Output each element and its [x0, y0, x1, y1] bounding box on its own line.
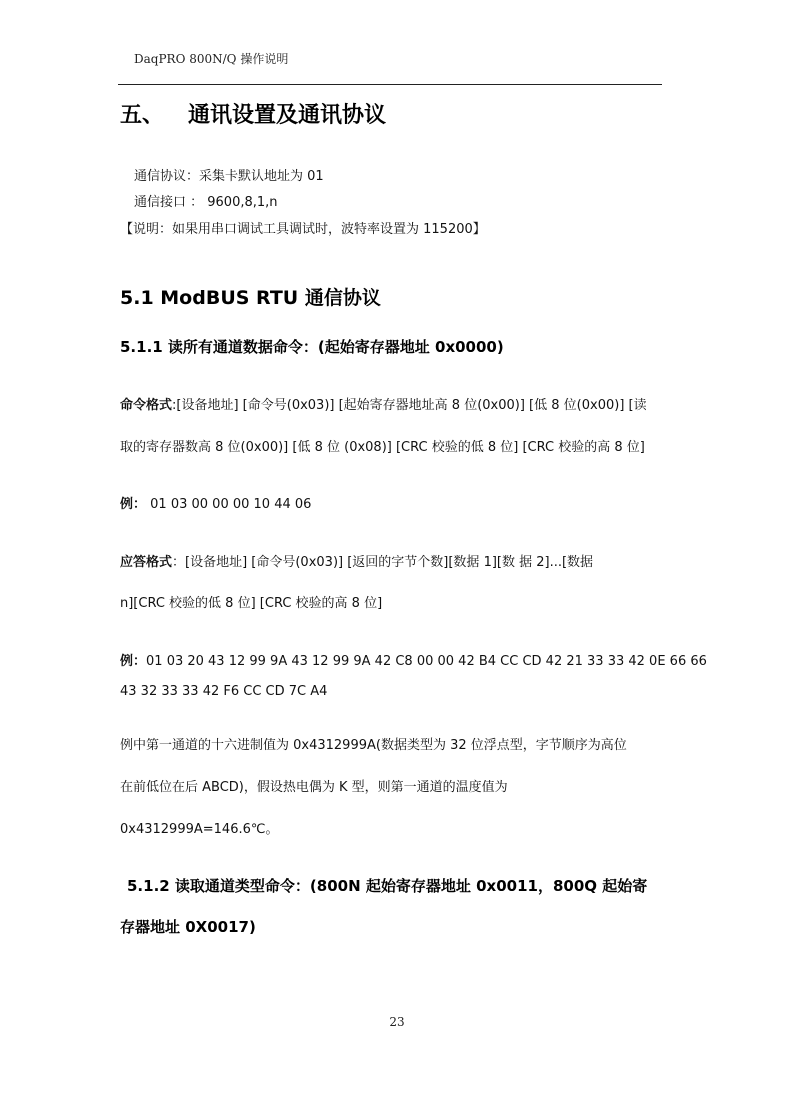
s511-title: 5.1.1 读所有通道数据命令：(起始寄存器地址 0x0000): [120, 338, 504, 356]
s512-title-line-2: 存器地址 0X0017): [120, 918, 256, 936]
s511-explain-line-3: 0x4312999A=146.6℃。: [120, 822, 279, 837]
intro-protocol: 通信协议：采集卡默认地址为 01: [134, 169, 324, 184]
response-format-text: ：[设备地址] [命令号(0x03)] [返回的字节个数][数据 1][数 据 2]...[数据: [172, 555, 594, 570]
s511-command-line-2: 取的寄存器数高 8 位(0x00)] [低 8 位 (0x08)] [CRC 校验的低 8 位] [CRC 校验的高 8 位]: [120, 440, 645, 455]
section-number: 五、: [120, 103, 165, 128]
response-format-label: 应答格式: [120, 555, 173, 570]
s511-command-line-1: [120, 394, 647, 413]
header-divider: [118, 84, 662, 85]
example-value: 01 03 00 00 00 10 44 06: [146, 497, 312, 512]
header-title: DaqPRO 800N/Q 操作说明: [134, 52, 289, 66]
s511-response-example-line-2: 43 32 33 33 42 F6 CC CD 7C A4: [120, 684, 328, 699]
s511-response-example-line-1: [120, 650, 707, 669]
command-format-label: 命令格式: [120, 398, 173, 413]
command-format-text: :[设备地址] [命令号(0x03)] [起始寄存器地址高 8 位(0x00)] [低 8 位(0x00)] [读: [172, 398, 647, 413]
section-title: 通讯设置及通讯协议: [188, 103, 387, 128]
intro-interface: 通信接口 ： 9600,8,1,n: [134, 195, 278, 210]
s511-response-line-1: [120, 551, 593, 570]
subsection-title: 5.1 ModBUS RTU 通信协议: [120, 287, 381, 309]
page-number: 23: [389, 1015, 405, 1029]
intro-note: 【说明：如果用串口调试工具调试时，波特率设置为 115200】: [120, 222, 486, 237]
response-example-value: 01 03 20 43 12 99 9A 43 12 99 9A 42 C8 00 00 42 B4 CC CD 42 21 33 33 42 0E 66 66: [146, 654, 707, 669]
s511-example: [120, 493, 311, 512]
s511-explain-line-1: 例中第一通道的十六进制值为 0x4312999A(数据类型为 32 位浮点型，字节顺序为高位: [120, 738, 627, 753]
s511-explain-line-2: 在前低位在后 ABCD)，假设热电偶为 K 型，则第一通道的温度值为: [120, 780, 508, 795]
response-example-label: 例：: [120, 654, 147, 669]
s511-response-line-2: n][CRC 校验的低 8 位] [CRC 校验的高 8 位]: [120, 596, 383, 611]
s512-title-line-1: 5.1.2 读取通道类型命令：(800N 起始寄存器地址 0x0011，800Q 起始寄: [127, 877, 648, 895]
example-label: 例：: [120, 497, 147, 512]
